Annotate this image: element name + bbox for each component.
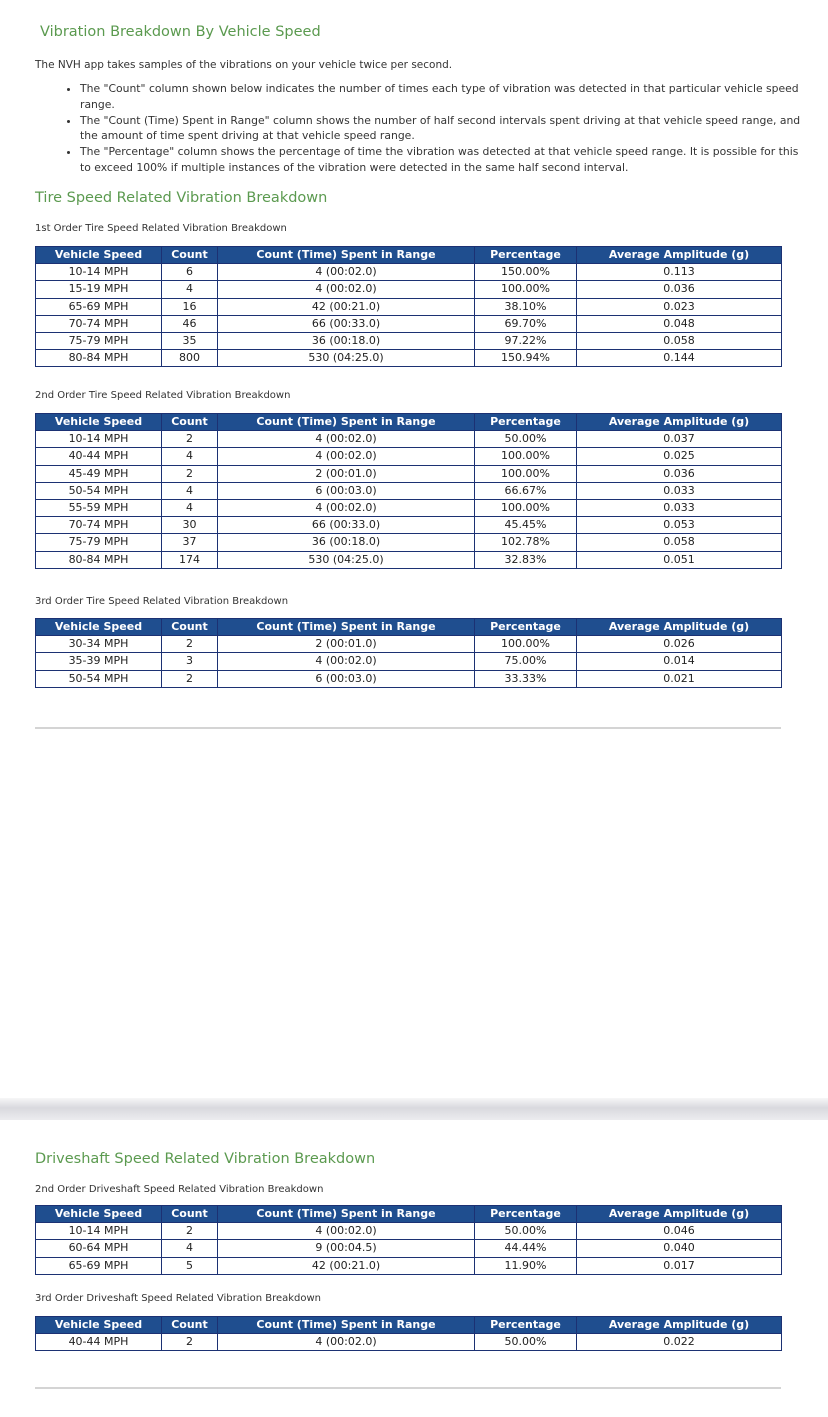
cell-count: 2 [162,1223,218,1240]
cell-avg-amplitude: 0.053 [577,517,782,534]
table-header-row [36,619,782,636]
cell-avg-amplitude: 0.113 [577,264,782,281]
cell-avg-amplitude: 0.040 [577,1240,782,1257]
column-header-vehicle-speed: Vehicle Speed [36,1206,162,1223]
cell-vehicle-speed: 10-14 MPH [36,1223,162,1240]
cell-time-in-range: 66 (00:33.0) [218,315,475,332]
cell-vehicle-speed: 65-69 MPH [36,1257,162,1274]
cell-time-in-range: 66 (00:33.0) [218,517,475,534]
cell-avg-amplitude: 0.017 [577,1257,782,1274]
cell-count: 37 [162,534,218,551]
cell-vehicle-speed: 10-14 MPH [36,264,162,281]
cell-time-in-range: 36 (00:18.0) [218,332,475,349]
column-header-avg-amplitude: Average Amplitude (g) [577,414,782,431]
cell-percentage: 50.00% [475,1334,577,1351]
column-header-count: Count [162,619,218,636]
cell-vehicle-speed: 10-14 MPH [36,431,162,448]
column-header-time-in-range: Count (Time) Spent in Range [218,1317,475,1334]
cell-avg-amplitude: 0.023 [577,298,782,315]
cell-avg-amplitude: 0.058 [577,332,782,349]
cell-time-in-range: 4 (00:02.0) [218,281,475,298]
cell-count: 6 [162,264,218,281]
tire-2nd-order-table [35,413,782,569]
cell-percentage: 33.33% [475,670,577,687]
cell-time-in-range: 4 (00:02.0) [218,1223,475,1240]
cell-vehicle-speed: 50-54 MPH [36,482,162,499]
cell-percentage: 38.10% [475,298,577,315]
cell-vehicle-speed: 65-69 MPH [36,298,162,315]
cell-avg-amplitude: 0.025 [577,448,782,465]
cell-count: 2 [162,1334,218,1351]
table-row [36,670,782,687]
cell-avg-amplitude: 0.022 [577,1334,782,1351]
cell-count: 4 [162,1240,218,1257]
cell-count: 4 [162,482,218,499]
table-row [36,350,782,367]
table-header-row [36,414,782,431]
cell-avg-amplitude: 0.036 [577,465,782,482]
cell-vehicle-speed: 75-79 MPH [36,332,162,349]
cell-percentage: 11.90% [475,1257,577,1274]
cell-vehicle-speed: 35-39 MPH [36,653,162,670]
column-header-count: Count [162,1317,218,1334]
column-header-time-in-range: Count (Time) Spent in Range [218,414,475,431]
column-header-count: Count [162,414,218,431]
cell-percentage: 150.94% [475,350,577,367]
column-header-vehicle-speed: Vehicle Speed [36,414,162,431]
cell-avg-amplitude: 0.036 [577,281,782,298]
column-header-time-in-range: Count (Time) Spent in Range [218,247,475,264]
cell-percentage: 100.00% [475,636,577,653]
table-row [36,517,782,534]
cell-time-in-range: 4 (00:02.0) [218,431,475,448]
cell-time-in-range: 42 (00:21.0) [218,1257,475,1274]
cell-time-in-range: 4 (00:02.0) [218,499,475,516]
page-title: Vibration Breakdown By Vehicle Speed [40,24,321,40]
table-row [36,499,782,516]
table-row [36,1334,782,1351]
table-row [36,281,782,298]
table-row [36,298,782,315]
cell-percentage: 97.22% [475,332,577,349]
cell-percentage: 100.00% [475,281,577,298]
cell-percentage: 69.70% [475,315,577,332]
cell-vehicle-speed: 80-84 MPH [36,350,162,367]
cell-vehicle-speed: 75-79 MPH [36,534,162,551]
tire-3rd-order-table [35,618,782,688]
cell-avg-amplitude: 0.051 [577,551,782,568]
cell-count: 3 [162,653,218,670]
cell-count: 2 [162,636,218,653]
column-header-percentage: Percentage [475,1317,577,1334]
cell-percentage: 66.67% [475,482,577,499]
cell-percentage: 75.00% [475,653,577,670]
table-row [36,1240,782,1257]
table-row [36,534,782,551]
table-row [36,653,782,670]
cell-vehicle-speed: 70-74 MPH [36,517,162,534]
table-row [36,1223,782,1240]
cell-time-in-range: 4 (00:02.0) [218,1334,475,1351]
column-header-count: Count [162,1206,218,1223]
cell-percentage: 50.00% [475,431,577,448]
cell-time-in-range: 9 (00:04.5) [218,1240,475,1257]
tire-3rd-order-caption: 3rd Order Tire Speed Related Vibration Breakdown [35,596,289,607]
section-divider [35,1387,781,1389]
table-row [36,465,782,482]
column-header-percentage: Percentage [475,1206,577,1223]
cell-vehicle-speed: 80-84 MPH [36,551,162,568]
cell-time-in-range: 36 (00:18.0) [218,534,475,551]
column-header-avg-amplitude: Average Amplitude (g) [577,1206,782,1223]
cell-count: 4 [162,448,218,465]
tire-1st-order-caption: 1st Order Tire Speed Related Vibration Breakdown [35,223,287,234]
cell-time-in-range: 4 (00:02.0) [218,653,475,670]
cell-avg-amplitude: 0.037 [577,431,782,448]
cell-percentage: 150.00% [475,264,577,281]
table-row [36,332,782,349]
table-row [36,1257,782,1274]
column-header-percentage: Percentage [475,414,577,431]
cell-time-in-range: 4 (00:02.0) [218,448,475,465]
intro-text: The NVH app takes samples of the vibrations on your vehicle twice per second. [35,59,453,71]
cell-vehicle-speed: 70-74 MPH [36,315,162,332]
explanation-item-time-in-range: • The "Count (Time) Spent in Range" column shows the number of half second intervals spent driving at that vehicle speed range, and the amount of time spent driving at that vehicle speed range. [80,113,810,144]
cell-percentage: 45.45% [475,517,577,534]
cell-time-in-range: 2 (00:01.0) [218,465,475,482]
report-page-2 [0,1120,828,1417]
column-header-vehicle-speed: Vehicle Speed [36,247,162,264]
cell-avg-amplitude: 0.033 [577,499,782,516]
cell-avg-amplitude: 0.144 [577,350,782,367]
cell-percentage: 32.83% [475,551,577,568]
section-divider [35,727,781,729]
driveshaft-3rd-order-table [35,1316,782,1351]
driveshaft-2nd-order-table [35,1205,782,1275]
cell-time-in-range: 530 (04:25.0) [218,551,475,568]
cell-time-in-range: 4 (00:02.0) [218,264,475,281]
cell-percentage: 50.00% [475,1223,577,1240]
cell-count: 4 [162,281,218,298]
cell-count: 30 [162,517,218,534]
table-header-row [36,1317,782,1334]
cell-avg-amplitude: 0.014 [577,653,782,670]
cell-vehicle-speed: 60-64 MPH [36,1240,162,1257]
cell-count: 35 [162,332,218,349]
column-header-avg-amplitude: Average Amplitude (g) [577,1317,782,1334]
cell-count: 2 [162,431,218,448]
cell-count: 4 [162,499,218,516]
cell-percentage: 102.78% [475,534,577,551]
cell-percentage: 44.44% [475,1240,577,1257]
cell-avg-amplitude: 0.048 [577,315,782,332]
column-header-percentage: Percentage [475,247,577,264]
cell-count: 174 [162,551,218,568]
page-break [0,1098,828,1120]
driveshaft-section-title: Driveshaft Speed Related Vibration Breakdown [35,1151,376,1167]
tire-2nd-order-caption: 2nd Order Tire Speed Related Vibration Breakdown [35,390,291,401]
cell-time-in-range: 6 (00:03.0) [218,482,475,499]
table-header-row [36,247,782,264]
table-row [36,482,782,499]
table-row [36,636,782,653]
cell-avg-amplitude: 0.058 [577,534,782,551]
cell-count: 800 [162,350,218,367]
table-row [36,315,782,332]
cell-avg-amplitude: 0.021 [577,670,782,687]
cell-vehicle-speed: 40-44 MPH [36,1334,162,1351]
table-row [36,551,782,568]
column-header-vehicle-speed: Vehicle Speed [36,619,162,636]
tire-1st-order-table [35,246,782,367]
cell-vehicle-speed: 50-54 MPH [36,670,162,687]
cell-count: 2 [162,670,218,687]
tire-section-title: Tire Speed Related Vibration Breakdown [35,190,328,206]
table-row [36,264,782,281]
explanation-item-percentage: • The "Percentage" column shows the percentage of time the vibration was detected at that vehicle speed range. It is possible for this to exceed 100% if multiple instances of the vibration were detected in the same half second interval. [80,144,810,175]
cell-count: 2 [162,465,218,482]
cell-time-in-range: 2 (00:01.0) [218,636,475,653]
column-header-time-in-range: Count (Time) Spent in Range [218,619,475,636]
table-row [36,448,782,465]
column-header-time-in-range: Count (Time) Spent in Range [218,1206,475,1223]
explanation-item-count: • The "Count" column shown below indicates the number of times each type of vibration was detected in that particular vehicle speed range. [80,81,810,112]
cell-avg-amplitude: 0.033 [577,482,782,499]
cell-avg-amplitude: 0.026 [577,636,782,653]
cell-vehicle-speed: 55-59 MPH [36,499,162,516]
cell-count: 16 [162,298,218,315]
cell-percentage: 100.00% [475,499,577,516]
cell-percentage: 100.00% [475,465,577,482]
column-header-count: Count [162,247,218,264]
driveshaft-3rd-order-caption: 3rd Order Driveshaft Speed Related Vibration Breakdown [35,1293,322,1304]
column-header-vehicle-speed: Vehicle Speed [36,1317,162,1334]
cell-percentage: 100.00% [475,448,577,465]
cell-time-in-range: 6 (00:03.0) [218,670,475,687]
cell-time-in-range: 42 (00:21.0) [218,298,475,315]
driveshaft-2nd-order-caption: 2nd Order Driveshaft Speed Related Vibration Breakdown [35,1184,324,1195]
cell-vehicle-speed: 15-19 MPH [36,281,162,298]
cell-vehicle-speed: 30-34 MPH [36,636,162,653]
explanation-list [60,81,810,176]
cell-vehicle-speed: 45-49 MPH [36,465,162,482]
table-header-row [36,1206,782,1223]
cell-vehicle-speed: 40-44 MPH [36,448,162,465]
cell-count: 5 [162,1257,218,1274]
column-header-avg-amplitude: Average Amplitude (g) [577,247,782,264]
cell-count: 46 [162,315,218,332]
cell-avg-amplitude: 0.046 [577,1223,782,1240]
cell-time-in-range: 530 (04:25.0) [218,350,475,367]
column-header-percentage: Percentage [475,619,577,636]
column-header-avg-amplitude: Average Amplitude (g) [577,619,782,636]
table-row [36,431,782,448]
